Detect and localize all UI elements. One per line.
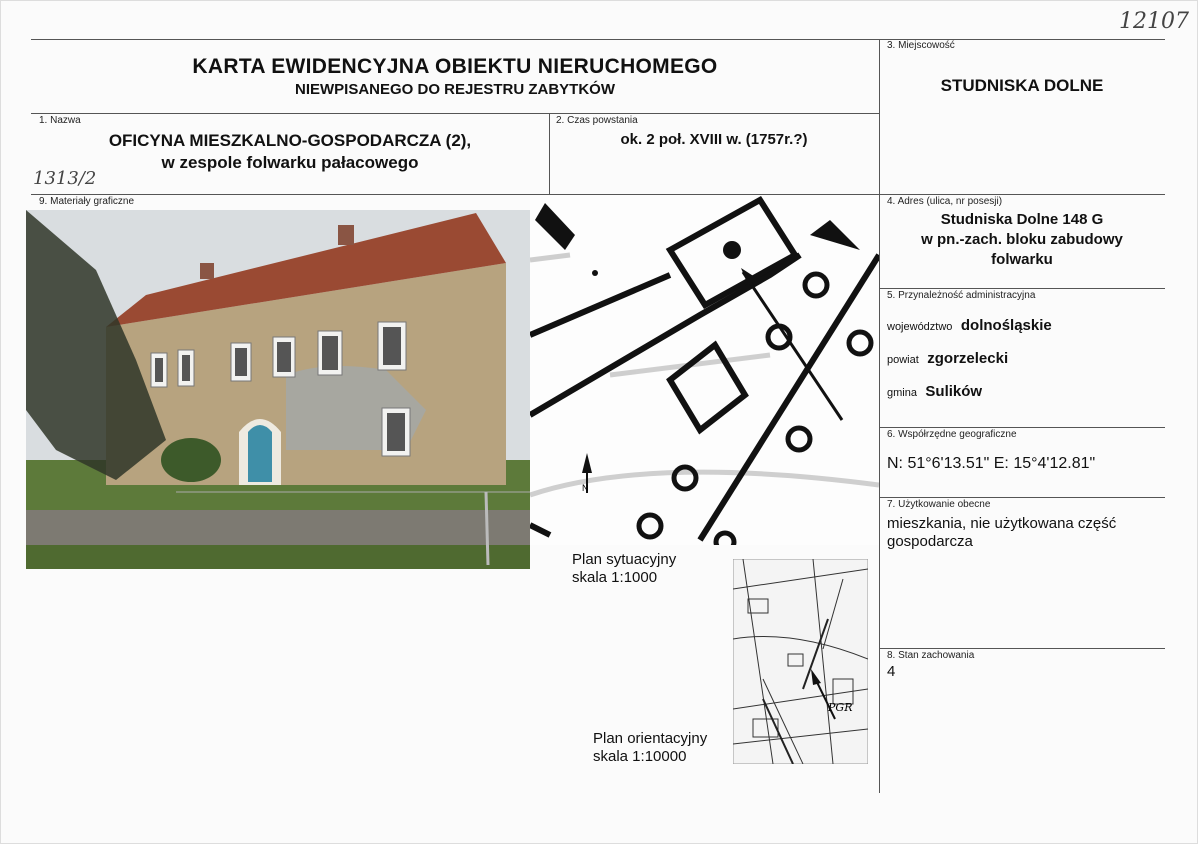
address-label: 4. Adres (ulica, nr posesji) — [887, 196, 1003, 207]
building-photo — [26, 210, 530, 569]
date-value: ok. 2 poł. XVIII w. (1757r.?) — [620, 131, 808, 148]
top-rule — [31, 39, 1165, 40]
card-title: KARTA EWIDENCYJNA OBIEKTU NIERUCHOMEGO — [192, 55, 718, 78]
address-line-1: Studniska Dolne 148 G — [940, 211, 1104, 228]
name-line-1: OFICYNA MIESZKALNO-GOSPODARCZA (2), — [108, 131, 472, 150]
coords-label: 6. Współrzędne geograficzne — [887, 429, 1017, 440]
commune-value: Sulików — [925, 383, 983, 400]
orientation-plan-scale: skala 1:10000 — [593, 748, 687, 765]
site-plan-caption: Plan sytuacyjny — [572, 551, 677, 568]
address-rule — [879, 288, 1165, 289]
commune-row — [887, 383, 982, 401]
site-plan-scale: skala 1:1000 — [572, 569, 658, 586]
usage-label: 7. Użytkowanie obecne — [887, 499, 991, 510]
admin-label: 5. Przynależność administracyjna — [887, 290, 1036, 301]
admin-rule — [879, 427, 1165, 428]
address-line-3: folwarku — [991, 251, 1053, 268]
commune-label: gmina — [887, 387, 917, 399]
name-date-divider — [549, 113, 550, 194]
address-line-2: w pn.-zach. bloku zabudowy — [921, 231, 1123, 248]
date-label: 2. Czas powstania — [556, 115, 638, 126]
usage-rule — [879, 648, 1165, 649]
condition-value: 4 — [887, 663, 896, 680]
handwritten-number: 12107 — [1119, 9, 1189, 34]
coords-rule — [879, 497, 1165, 498]
north-label: N — [582, 483, 589, 493]
usage-line-2: gospodarcza — [887, 533, 973, 550]
graphics-label: 9. Materiały graficzne — [39, 196, 135, 207]
coords-value: N: 51°6'13.51" E: 15°4'12.81" — [887, 455, 1096, 472]
usage-line-1: mieszkania, nie użytkowana część — [887, 515, 1117, 532]
right-column-divider — [879, 39, 880, 793]
name-label: 1. Nazwa — [39, 115, 81, 126]
handwritten-note: 1313/2 — [33, 168, 97, 189]
orientation-plan-caption: Plan orientacyjny — [593, 730, 708, 747]
header-rule — [31, 113, 879, 114]
name-line-2: w zespole folwarku pałacowego — [161, 153, 419, 172]
map-pgr-label: PGR — [828, 701, 853, 714]
voivodeship-label: województwo — [887, 321, 953, 333]
card-subtitle: NIEWPISANEGO DO REJESTRU ZABYTKÓW — [294, 81, 616, 98]
county-value: zgorzelecki — [927, 350, 1009, 367]
orientation-map — [733, 559, 868, 764]
county-row — [887, 350, 1008, 368]
site-plan-map — [530, 195, 879, 545]
locality-value: STUDNISKA DOLNE — [940, 76, 1104, 95]
voivodeship-row — [887, 317, 1052, 335]
condition-label: 8. Stan zachowania — [887, 650, 975, 661]
county-label: powiat — [887, 354, 919, 366]
locality-label: 3. Miejscowość — [887, 40, 955, 51]
voivodeship-value: dolnośląskie — [960, 317, 1052, 334]
